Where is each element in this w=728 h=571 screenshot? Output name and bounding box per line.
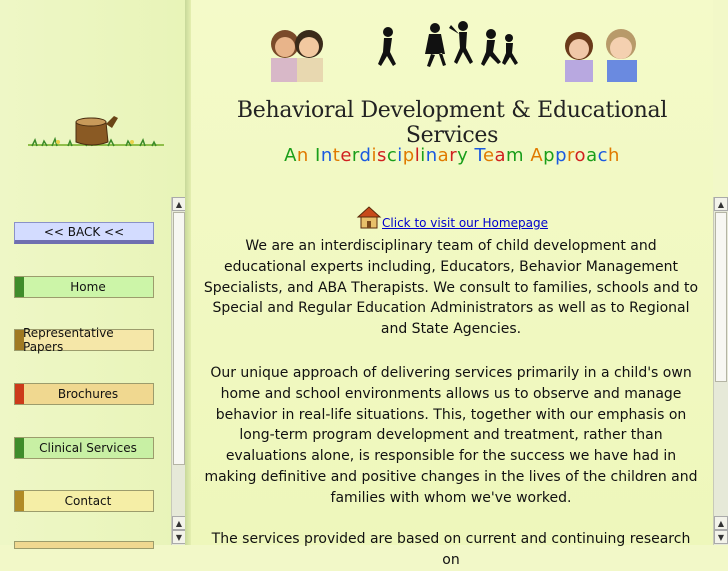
nav-papers-label: Representative Papers: [23, 326, 114, 354]
main-scroll-thumb[interactable]: [715, 212, 727, 382]
running-children-silhouettes: [378, 21, 518, 67]
services-paragraph: The services provided are based on current and continuing research on: [211, 531, 691, 568]
tagline-letter: p: [402, 145, 415, 166]
main-scroll-up-icon[interactable]: ▲: [714, 197, 728, 211]
tagline-letter: i: [397, 145, 403, 166]
tagline-letter: n: [425, 145, 438, 166]
tagline-letter: n: [296, 145, 309, 166]
tagline-letter: o: [574, 145, 587, 166]
kids-photo-right: [565, 29, 637, 82]
nav-contact-button[interactable]: [14, 490, 154, 512]
tagline-letter: c: [597, 145, 608, 166]
tagline-letter: n: [320, 145, 333, 166]
tagline: [191, 145, 713, 166]
tagline-letter: A: [284, 145, 297, 166]
nav-brochures-button[interactable]: [14, 383, 154, 405]
tagline-letter: y: [457, 145, 469, 166]
tagline-letter: e: [482, 145, 495, 166]
tagline-letter: a: [437, 145, 450, 166]
house-icon[interactable]: [356, 205, 382, 229]
nav-clinical-services-button[interactable]: [14, 437, 154, 459]
left-scroll-down-icon[interactable]: ▼: [172, 530, 186, 544]
main-content-frame: [191, 0, 713, 568]
left-scroll-up-icon[interactable]: ▲: [172, 197, 186, 211]
left-scroll-up-lower-icon[interactable]: ▲: [172, 516, 186, 530]
tagline-letter: A: [530, 145, 544, 166]
tagline-letter: r: [449, 145, 458, 166]
tagline-letter: h: [608, 145, 620, 166]
back-button[interactable]: [14, 222, 154, 244]
nav-home-label: Home: [70, 280, 106, 294]
children-illustrations: [191, 18, 713, 82]
nav-clinical-label: Clinical Services: [39, 441, 137, 455]
nav-clinical-bar: [15, 438, 24, 458]
main-scrollbar[interactable]: [713, 197, 728, 545]
homepage-link-row: [191, 205, 713, 230]
tagline-letter: T: [474, 145, 483, 166]
nav-contact-label: Contact: [64, 494, 112, 508]
tagline-letter: p: [543, 145, 556, 166]
tagline-letter: d: [359, 145, 372, 166]
intro-paragraph: We are an interdisciplinary team of child development and educational experts including, Educators, Behavior Management Specialists, and ABA Therapists. We consult to families, schools and to Special and Regular Education Administrators as well as to Regional and State Agencies.: [203, 238, 699, 338]
nav-brochures-label: Brochures: [57, 387, 119, 401]
site-title: Behavioral Development & Educational Services: [236, 98, 668, 148]
nav-contact-bar: [15, 491, 24, 511]
tagline-letter: t: [332, 145, 341, 166]
tagline-letter: c: [386, 145, 398, 166]
nav-next-button-partial[interactable]: [14, 541, 154, 549]
tree-stump-logo: [28, 108, 164, 154]
left-navigation-frame: [0, 0, 185, 545]
tagline-letter: a: [586, 145, 598, 166]
approach-paragraph: Our unique approach of delivering services primarily in a child's own home and school environments allows us to observe and manage behavior in real-life situations. This, together with our emphasis on long-term program development and treatment, rather than evaluations alone, is responsible for the success we have had in making definitive and positive changes in the lives of the children and families with whom we've worked.: [204, 365, 698, 506]
kids-photo-left: [271, 30, 323, 82]
back-button-label: << BACK <<: [43, 224, 125, 239]
tagline-letter: I: [315, 145, 321, 166]
left-scroll-thumb[interactable]: [173, 212, 185, 465]
tagline-letter: i: [371, 145, 377, 166]
tagline-letter: l: [414, 145, 421, 166]
tagline-letter: p: [555, 145, 568, 166]
tagline-letter: a: [494, 145, 507, 166]
main-scroll-down-icon[interactable]: ▼: [714, 530, 728, 544]
nav-home-button[interactable]: [14, 276, 154, 298]
homepage-link[interactable]: Click to visit our Homepage: [382, 216, 548, 230]
nav-representative-papers-button[interactable]: [14, 326, 154, 354]
nav-brochures-bar: [15, 384, 24, 404]
tagline-letter: m: [506, 145, 525, 166]
tagline-letter: i: [420, 145, 426, 166]
nav-home-bar: [15, 277, 24, 297]
main-scroll-up-lower-icon[interactable]: ▲: [714, 516, 728, 530]
tagline-letter: r: [351, 145, 360, 166]
tagline-letter: s: [376, 145, 387, 166]
left-scrollbar[interactable]: [171, 197, 186, 545]
tagline-letter: r: [567, 145, 575, 166]
tagline-letter: e: [340, 145, 352, 166]
